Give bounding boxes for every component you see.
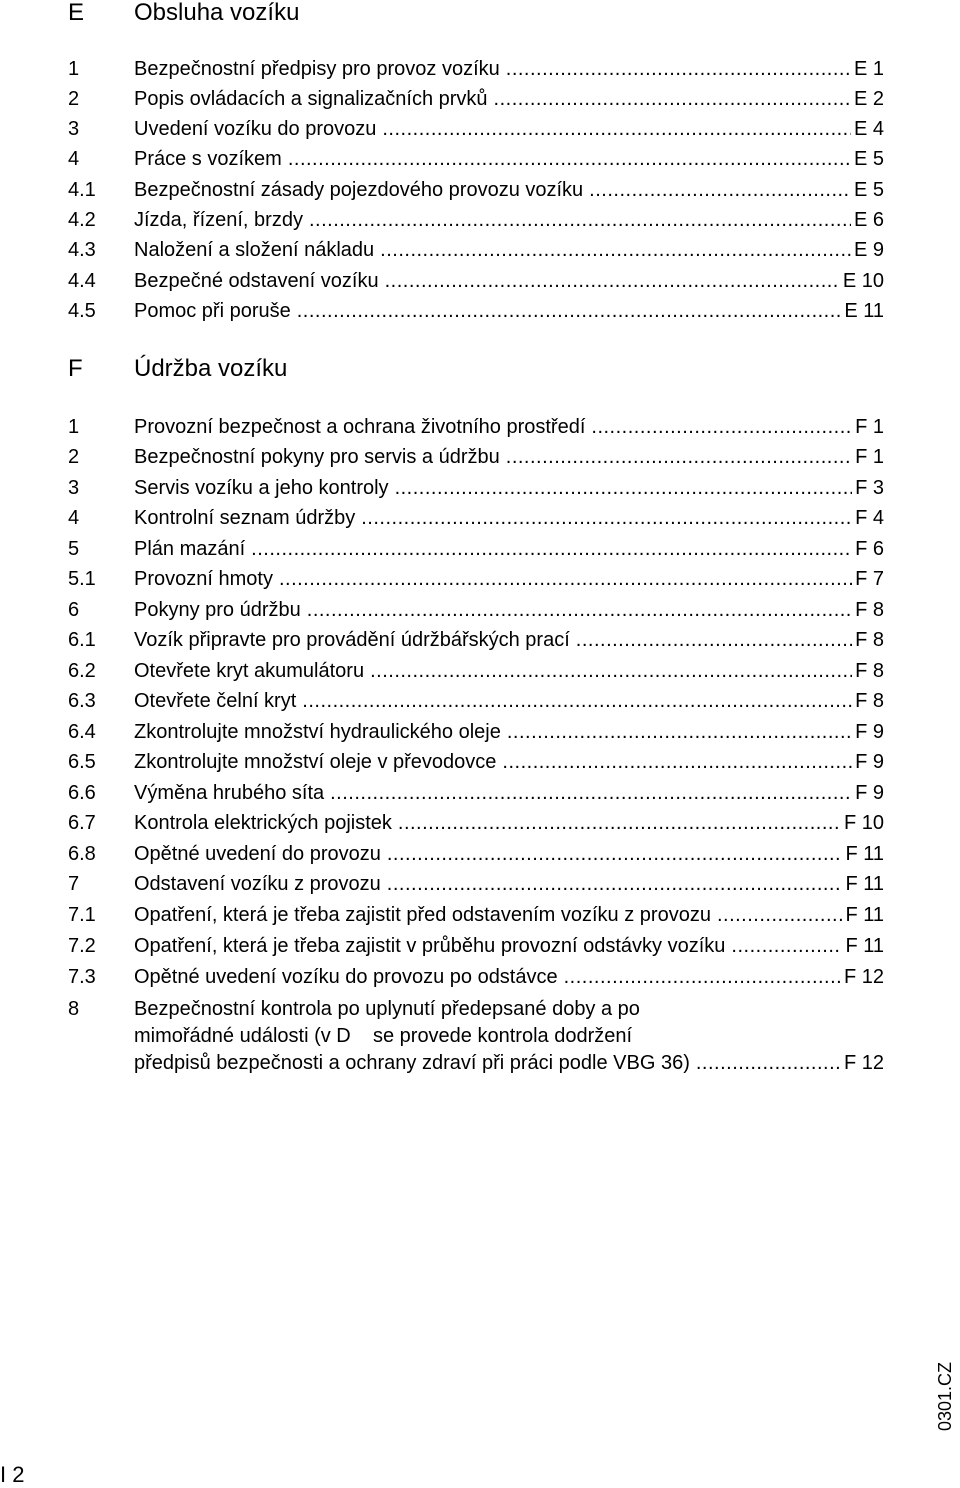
entry-number: 6.5 [68,751,96,773]
entry-number: 3 [68,477,80,499]
entry-number: 6 [68,599,80,621]
dot-leader [398,810,841,836]
dot-leader [564,964,841,990]
entry-title: Bezpečnostní zásady pojezdového provozu vozíku [134,179,584,201]
dot-leader [387,841,843,867]
dot-leader [494,86,851,112]
entry-number: 7.1 [68,904,96,926]
toc-entry[interactable] [68,146,884,172]
dot-leader [506,56,851,82]
toc-entry[interactable] [68,237,884,263]
entry-page: F 1 [855,416,884,438]
dot-leader [576,627,852,653]
dot-leader [507,719,852,745]
entry-number: 4.2 [68,209,96,231]
entry-number: 4.5 [68,300,96,322]
entry-number: 1 [68,58,80,80]
section-title: Obsluha vozíku [134,0,300,26]
entry-number: 6.1 [68,629,96,651]
toc-entry[interactable] [68,841,884,867]
entry-page: F 8 [855,660,884,682]
toc-entry[interactable] [68,810,884,836]
entry-title: Zkontrolujte množství hydraulického oleje [134,721,501,743]
entry-page: F 9 [855,751,884,773]
toc-entry-multiline[interactable] [68,996,884,1076]
toc-entry[interactable] [68,780,884,806]
entry-number: 1 [68,416,80,438]
entry-number: 6.4 [68,721,96,743]
entry-page: E 2 [853,88,884,110]
entry-number: 2 [68,88,80,110]
entry-page: E 6 [853,209,884,231]
toc-entry[interactable] [68,871,884,897]
entry-title: Popis ovládacích a signalizačních prvků [134,88,488,110]
dot-leader [307,597,852,623]
entry-number: 4 [68,507,80,529]
entry-title: Bezpečnostní předpisy pro provoz vozíku [134,58,500,80]
toc-entry[interactable] [68,116,884,142]
entry-page: E 10 [842,270,884,292]
dot-leader [395,475,853,501]
entry-title: Plán mazání [134,538,246,560]
entry-title: Kontrolní seznam údržby [134,507,356,529]
entry-title: Zkontrolujte množství oleje v převodovce [134,751,497,773]
entry-page: F 10 [843,812,884,834]
toc-entry[interactable] [68,207,884,233]
entry-page: F 11 [845,904,884,926]
dot-leader [302,688,852,714]
entry-number: 6.6 [68,782,96,804]
toc-entry[interactable] [68,536,884,562]
entry-page: E 9 [853,239,884,261]
entry-title: Pomoc při poruše [134,300,291,322]
entry-title: Odstavení vozíku z provozu [134,873,381,895]
entry-title: Bezpečnostní pokyny pro servis a údržbu [134,446,500,468]
entry-number: 7.3 [68,966,96,988]
entry-title: Provozní hmoty [134,568,273,590]
entry-page: F 8 [855,629,884,651]
dot-leader [279,566,852,592]
entry-number: 5.1 [68,568,96,590]
dot-leader [731,933,842,959]
entry-number: 7.2 [68,935,96,957]
entry-page: F 12 [843,966,884,988]
entry-title: Vozík připravte pro provádění údržbářských prací [134,629,570,651]
toc-entry[interactable] [68,505,884,531]
entry-number: 6.3 [68,690,96,712]
dot-leader [380,237,851,263]
entry-number: 5 [68,538,80,560]
entry-title-line-3: předpisů bezpečnosti a ochrany zdraví při práci podle VBG 36) [134,1052,690,1074]
entry-page: F 8 [855,599,884,621]
section-letter: F [68,355,83,382]
dot-leader [288,146,851,172]
dot-leader [589,177,851,203]
entry-title: Práce s vozíkem [134,148,282,170]
entry-page: F 11 [845,843,884,865]
entry-title: Výměna hrubého síta [134,782,325,804]
dot-leader [251,536,852,562]
section-letter: E [68,0,85,26]
toc-entry[interactable] [68,475,884,501]
dot-leader [382,116,851,142]
dot-leader [387,871,843,897]
entry-title: Servis vozíku a jeho kontroly [134,477,389,499]
toc-entry[interactable] [68,597,884,623]
entry-page: F 1 [855,446,884,468]
entry-page: F 9 [855,782,884,804]
entry-title: Otevřete kryt akumulátoru [134,660,365,682]
toc-entry[interactable] [68,749,884,775]
dot-leader [717,902,843,928]
entry-title: Kontrola elektrických pojistek [134,812,392,834]
toc-entry[interactable] [68,298,884,324]
dot-leader [330,780,852,806]
dot-leader [506,444,852,470]
entry-title: Naložení a složení nákladu [134,239,375,261]
toc-entry[interactable] [68,933,884,959]
entry-number: 4 [68,148,80,170]
dot-leader [385,268,840,294]
dot-leader [370,658,852,684]
entry-number: 6.2 [68,660,96,682]
entry-title-line-1: Bezpečnostní kontrola po uplynutí předepsané doby a po [134,998,640,1020]
entry-number: 6.7 [68,812,96,834]
dot-leader [309,207,851,233]
entry-title: Provozní bezpečnost a ochrana životního prostředí [134,416,586,438]
entry-title: Opětné uvedení vozíku do provozu po odstávce [134,966,558,988]
entry-number: 6.8 [68,843,96,865]
entry-title: Pokyny pro údržbu [134,599,301,621]
entry-page: E 1 [853,58,884,80]
toc-entry[interactable] [68,719,884,745]
dot-leader [502,749,852,775]
entry-title: Uvedení vozíku do provozu [134,118,377,140]
dot-leader [591,414,852,440]
entry-title-line-2: mimořádné události (v D se provede kontrola dodržení [134,1025,633,1047]
entry-page: F 7 [855,568,884,590]
toc-entry[interactable] [68,268,884,294]
toc-entry[interactable] [68,964,884,990]
entry-title: Otevřete čelní kryt [134,690,297,712]
dot-leader [297,298,842,324]
entry-title: Opětné uvedení do provozu [134,843,381,865]
entry-page: F 12 [843,1052,884,1074]
entry-title: Jízda, řízení, brzdy [134,209,303,231]
entry-title: Opatření, která je třeba zajistit před odstavením vozíku z provozu [134,904,711,926]
toc-entry[interactable] [68,902,884,928]
entry-title: Opatření, která je třeba zajistit v průběhu provozní odstávky vozíku [134,935,726,957]
entry-page: F 8 [855,690,884,712]
dot-leader [696,1050,841,1076]
entry-page: F 11 [845,935,884,957]
toc-entry[interactable] [68,627,884,653]
entry-page: F 6 [855,538,884,560]
entry-number: 7 [68,873,80,895]
entry-page: E 11 [844,300,884,322]
toc-entry[interactable] [68,444,884,470]
entry-page: E 4 [853,118,884,140]
entry-number: 8 [68,998,80,1020]
toc-entry[interactable] [68,688,884,714]
section-e-heading [68,0,888,30]
toc-entry[interactable] [68,177,884,203]
entry-page: F 11 [845,873,884,895]
entry-title: Bezpečné odstavení vozíku [134,270,379,292]
toc-entry[interactable] [68,566,884,592]
entry-page: F 9 [855,721,884,743]
section-title: Údržba vozíku [134,355,288,382]
document-code: 0301.CZ [935,1362,955,1432]
entry-page: F 4 [855,507,884,529]
entry-number: 4.1 [68,179,96,201]
entry-number: 4.4 [68,270,96,292]
entry-number: 4.3 [68,239,96,261]
entry-page: E 5 [853,179,884,201]
toc-entry[interactable] [68,414,884,440]
section-f-heading [68,352,888,386]
entry-page: F 3 [855,477,884,499]
toc-entry[interactable] [68,56,884,82]
toc-entry[interactable] [68,658,884,684]
page-number: I 2 [0,1462,25,1487]
entry-number: 3 [68,118,80,140]
toc-entry[interactable] [68,86,884,112]
entry-number: 2 [68,446,80,468]
entry-page: E 5 [853,148,884,170]
dot-leader [361,505,852,531]
